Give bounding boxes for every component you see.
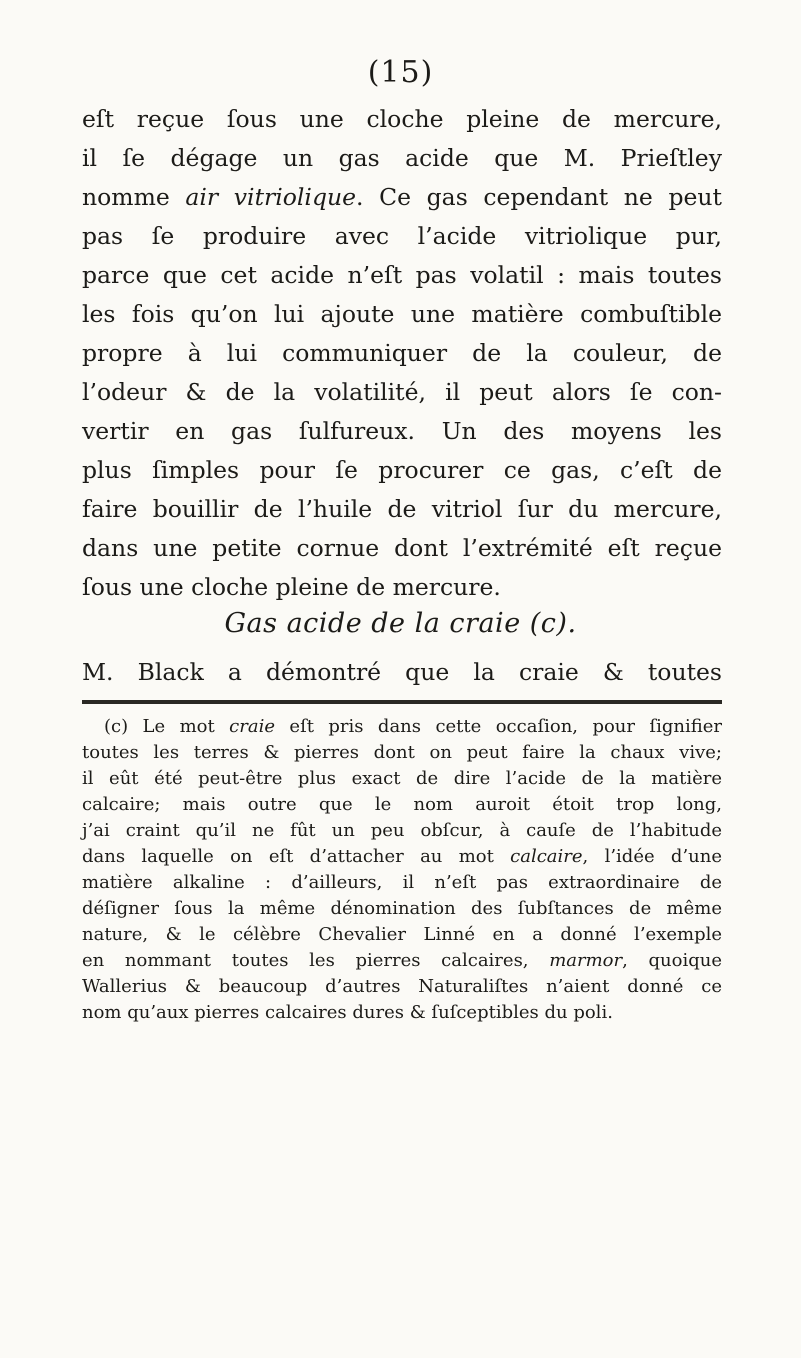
body-line: dans une petite cornue dont l’extrémité eſt reçue: [82, 534, 722, 562]
footnote-line: en nommant toutes les pierres calcaires, marmor, quoique: [82, 950, 722, 971]
footnote-line: (c) Le mot craie eſt pris dans cette occaſion, pour ſignifier: [104, 716, 722, 737]
footnote-line: calcaire; mais outre que le nom auroit étoit trop long,: [82, 794, 722, 815]
body-line: propre à lui communiquer de la couleur, de: [82, 339, 722, 367]
footnote-separator: [82, 700, 722, 704]
body-line: nomme air vitriolique. Ce gas cependant ne peut: [82, 183, 722, 211]
footnote-line: nature, & le célèbre Chevalier Linné en a donné l’exemple: [82, 924, 722, 945]
body-line: il ſe dégage un gas acide que M. Prieſtley: [82, 144, 722, 172]
body-line: ſous une cloche pleine de mercure.: [82, 573, 501, 601]
body-line: pas ſe produire avec l’acide vitriolique pur,: [82, 222, 722, 250]
footnote-line: matière alkaline : d’ailleurs, il n’eſt pas extraordinaire de: [82, 872, 722, 893]
section-heading: Gas acide de la craie (c).: [224, 608, 577, 639]
page-number: (15): [367, 55, 434, 90]
footnote-line: déſigner ſous la même dénomination des ſubſtances de même: [82, 898, 722, 919]
footnote-line: toutes les terres & pierres dont on peut faire la chaux vive;: [82, 742, 722, 763]
body-line: les fois qu’on lui ajoute une matière combuſtible: [82, 300, 722, 328]
section-text: [82, 653, 722, 692]
body-line: plus ſimples pour ſe procurer ce gas, c’eſt de: [82, 456, 722, 484]
footnote: [82, 714, 722, 1026]
body-line: vertir en gas ſulfureux. Un des moyens les: [82, 417, 722, 445]
body-line: parce que cet acide n’eſt pas volatil : mais toutes: [82, 261, 722, 289]
body-text: [82, 100, 722, 607]
body-line: l’odeur & de la volatilité, il peut alors ſe con-: [82, 378, 722, 406]
footnote-line: j’ai craint qu’il ne fût un peu obſcur, à cauſe de l’habitude: [82, 820, 722, 841]
body-line: faire bouillir de l’huile de vitriol ſur du mercure,: [82, 495, 722, 523]
footnote-line: Wallerius & beaucoup d’autres Naturaliſtes n’aient donné ce: [82, 976, 722, 997]
footnote-line: nom qu’aux pierres calcaires dures & ſuſceptibles du poli.: [82, 1002, 613, 1023]
body-line: M. Black a démontré que la craie & toutes: [82, 658, 722, 686]
footnote-line: dans laquelle on eſt d’attacher au mot calcaire, l’idée d’une: [82, 846, 723, 867]
footnote-line: il eût été peut-être plus exact de dire l’acide de la matière: [82, 768, 722, 789]
body-line: eſt reçue ſous une cloche pleine de mercure,: [82, 105, 722, 133]
